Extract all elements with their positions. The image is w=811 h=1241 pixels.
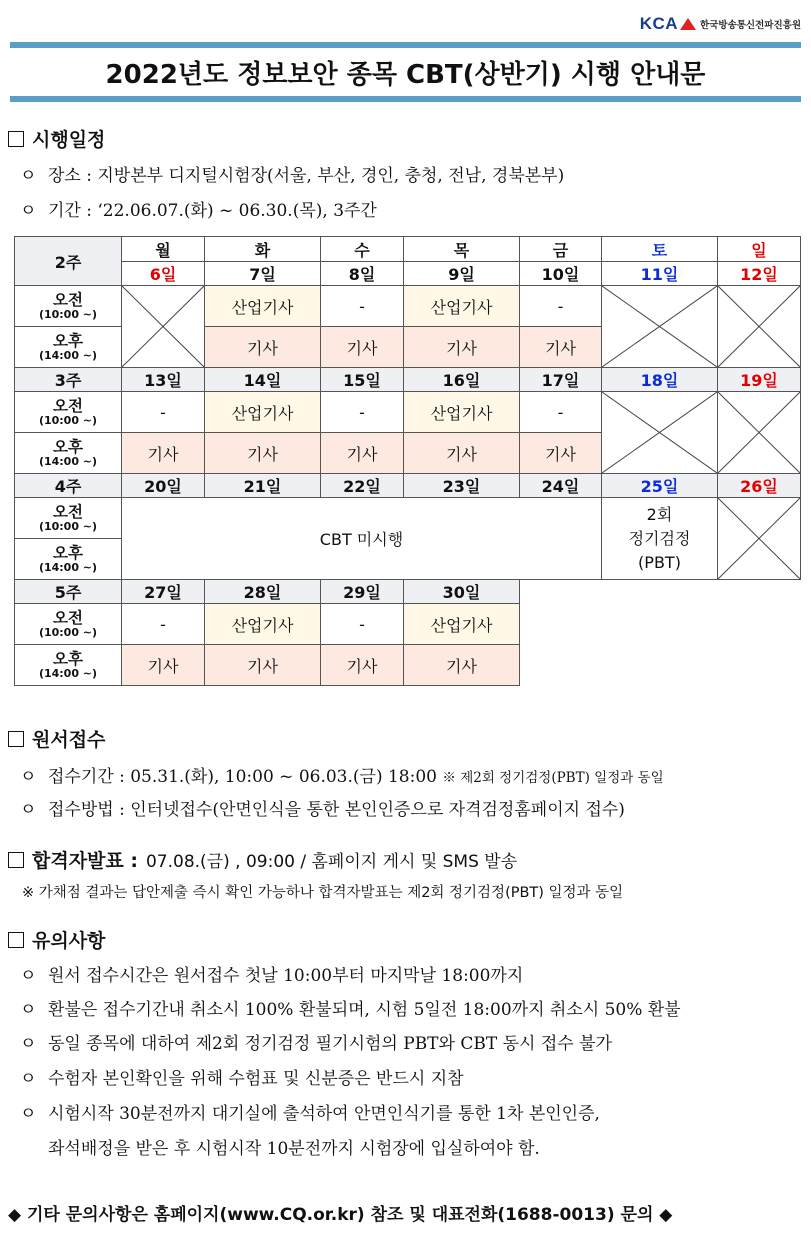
date-cell: 29일 bbox=[321, 580, 404, 604]
date-cell: 17일 bbox=[520, 368, 602, 392]
caution-item: ㅇ 수험자 본인확인을 위해 수험표 및 신분증은 반드시 지참 bbox=[20, 1069, 464, 1089]
date-cell: 15일 bbox=[321, 368, 404, 392]
checkbox-square-icon bbox=[8, 852, 24, 868]
caution-item: ㅇ 원서 접수시간은 원서접수 첫날 10:00부터 마지막날 18:00까지 bbox=[20, 966, 524, 986]
exam-cell: 기사 bbox=[321, 433, 404, 474]
schedule-table bbox=[14, 236, 801, 686]
period-note: ※ 제2회 정기검정(PBT) 일정과 동일 bbox=[442, 770, 664, 786]
date-cell: 22일 bbox=[321, 474, 404, 498]
kca-logo bbox=[640, 14, 801, 34]
exam-cell: - bbox=[122, 392, 205, 433]
no-exam-cross bbox=[602, 286, 718, 368]
date-cell: 18일 bbox=[602, 368, 718, 392]
day-header: 금 bbox=[520, 237, 602, 262]
checkbox-square-icon bbox=[8, 731, 24, 747]
date-cell: 12일 bbox=[718, 262, 801, 286]
week-label: 2주 bbox=[15, 237, 122, 286]
result-note: ※ 가채점 결과는 답안제출 즉시 확인 가능하나 합격자발표는 제2회 정기검정(PBT) 일정과 동일 bbox=[22, 885, 624, 901]
date-cell: 19일 bbox=[718, 368, 801, 392]
logo-triangle-icon bbox=[680, 18, 696, 30]
date-cell: 10일 bbox=[520, 262, 602, 286]
schedule-heading: 시행일정 bbox=[8, 125, 105, 152]
exam-cell: 산업기사 bbox=[205, 286, 321, 327]
exam-cell: 산업기사 bbox=[205, 392, 321, 433]
no-exam-cross bbox=[602, 392, 718, 474]
exam-cell: 기사 bbox=[520, 433, 602, 474]
date-cell: 20일 bbox=[122, 474, 205, 498]
exam-cell: - bbox=[122, 604, 205, 645]
exam-cell: 기사 bbox=[404, 327, 520, 368]
exam-cell: 기사 bbox=[404, 645, 520, 686]
exam-cell: 기사 bbox=[520, 327, 602, 368]
caution-item: ㅇ 환불은 접수기간내 취소시 100% 환불되며, 시험 5일전 18:00까지 취소시 50% 환불 bbox=[20, 1000, 681, 1020]
day-header: 월 bbox=[122, 237, 205, 262]
footer-contact: ◆ 기타 문의사항은 홈페이지(www.CQ.or.kr) 참조 및 대표전화(1688-0013) 문의 ◆ bbox=[8, 1205, 673, 1225]
empty-space bbox=[520, 580, 801, 604]
pbt-type: (PBT) bbox=[638, 552, 681, 572]
week-label: 5주 bbox=[15, 580, 122, 604]
date-cell: 8일 bbox=[321, 262, 404, 286]
org-name: 한국방송통신전파진흥원 bbox=[700, 20, 801, 31]
date-cell: 9일 bbox=[404, 262, 520, 286]
checkbox-square-icon bbox=[8, 131, 24, 147]
day-header: 목 bbox=[404, 237, 520, 262]
exam-cell: - bbox=[520, 392, 602, 433]
day-header: 화 bbox=[205, 237, 321, 262]
date-cell: 6일 bbox=[122, 262, 205, 286]
exam-cell: 기사 bbox=[205, 327, 321, 368]
date-cell: 24일 bbox=[520, 474, 602, 498]
pbt-name: 정기검정 bbox=[628, 528, 691, 548]
checkbox-square-icon bbox=[8, 932, 24, 948]
place-line: ㅇ 장소 : 지방본부 디지털시험장(서울, 부산, 경인, 충청, 전남, 경북본부) bbox=[20, 166, 565, 186]
empty-space bbox=[520, 645, 801, 686]
pm-slot-label: 오후 (14:00 ~) bbox=[15, 539, 122, 580]
application-heading: 원서접수 bbox=[8, 725, 105, 752]
day-header: 수 bbox=[321, 237, 404, 262]
application-method: ㅇ 접수방법 : 인터넷접수(안면인식을 통한 본인인증으로 자격검정홈페이지 접수) bbox=[20, 800, 625, 820]
week-label: 4주 bbox=[15, 474, 122, 498]
exam-cell: 기사 bbox=[205, 645, 321, 686]
page-title: 2022년도 정보보안 종목 CBT(상반기) 시행 안내문 bbox=[105, 59, 706, 90]
empty-space bbox=[520, 604, 801, 645]
date-cell: 28일 bbox=[205, 580, 321, 604]
exam-cell: - bbox=[321, 604, 404, 645]
date-cell: 13일 bbox=[122, 368, 205, 392]
date-cell: 23일 bbox=[404, 474, 520, 498]
day-header: 일 bbox=[718, 237, 801, 262]
no-exam-cross bbox=[122, 286, 205, 368]
caution-item: ㅇ 시험시작 30분전까지 대기실에 출석하여 안면인식기를 통한 1차 본인인증, bbox=[20, 1104, 600, 1124]
exam-cell: 기사 bbox=[122, 645, 205, 686]
no-cbt-cell: CBT 미시행 bbox=[122, 498, 602, 580]
period-line: ㅇ 기간 : ‘22.06.07.(화) ~ 06.30.(목), 3주간 bbox=[20, 201, 377, 221]
logo-mark: KCA bbox=[639, 14, 679, 33]
week-label: 3주 bbox=[15, 368, 122, 392]
date-cell: 26일 bbox=[718, 474, 801, 498]
no-exam-cross bbox=[718, 392, 801, 474]
exam-cell: 기사 bbox=[321, 645, 404, 686]
exam-cell: 산업기사 bbox=[404, 286, 520, 327]
am-slot-label: 오전 (10:00 ~) bbox=[15, 286, 122, 327]
exam-cell: 기사 bbox=[321, 327, 404, 368]
exam-cell: 기사 bbox=[205, 433, 321, 474]
exam-cell: - bbox=[520, 286, 602, 327]
date-cell: 25일 bbox=[602, 474, 718, 498]
date-cell: 27일 bbox=[122, 580, 205, 604]
date-cell: 21일 bbox=[205, 474, 321, 498]
am-slot-label: 오전 (10:00 ~) bbox=[15, 604, 122, 645]
pm-slot-label: 오후 (14:00 ~) bbox=[15, 433, 122, 474]
date-cell: 11일 bbox=[602, 262, 718, 286]
date-cell: 16일 bbox=[404, 368, 520, 392]
am-slot-label: 오전 (10:00 ~) bbox=[15, 498, 122, 539]
no-exam-cross bbox=[718, 286, 801, 368]
date-cell: 30일 bbox=[404, 580, 520, 604]
exam-cell: 기사 bbox=[404, 433, 520, 474]
caution-heading: 유의사항 bbox=[8, 926, 105, 953]
result-heading: 합격자발표 : 07.08.(금) , 09:00 / 홈페이지 게시 및 SMS 발송 bbox=[8, 846, 517, 873]
exam-cell: - bbox=[321, 286, 404, 327]
exam-cell: 기사 bbox=[122, 433, 205, 474]
exam-cell: 산업기사 bbox=[404, 392, 520, 433]
date-cell: 7일 bbox=[205, 262, 321, 286]
day-header: 토 bbox=[602, 237, 718, 262]
pm-slot-label: 오후 (14:00 ~) bbox=[15, 327, 122, 368]
pbt-cell bbox=[602, 498, 718, 580]
application-period: ㅇ 접수기간 : 05.31.(화), 10:00 ~ 06.03.(금) 18:00 ※ 제2회 정기검정(PBT) 일정과 동일 bbox=[20, 767, 664, 787]
exam-cell: - bbox=[321, 392, 404, 433]
pbt-round: 2회 bbox=[646, 504, 673, 524]
result-text: 07.08.(금) , 09:00 / 홈페이지 게시 및 SMS 발송 bbox=[145, 852, 518, 872]
date-cell: 14일 bbox=[205, 368, 321, 392]
no-exam-cross bbox=[718, 498, 801, 580]
pm-slot-label: 오후 (14:00 ~) bbox=[15, 645, 122, 686]
exam-cell: 산업기사 bbox=[404, 604, 520, 645]
title-bar bbox=[10, 42, 801, 102]
exam-cell: 산업기사 bbox=[205, 604, 321, 645]
caution-item-continued: 좌석배정을 받은 후 시험시작 10분전까지 시험장에 입실하여야 함. bbox=[48, 1139, 540, 1159]
am-slot-label: 오전 (10:00 ~) bbox=[15, 392, 122, 433]
caution-item: ㅇ 동일 종목에 대하여 제2회 정기검정 필기시험의 PBT와 CBT 동시 접수 불가 bbox=[20, 1034, 612, 1054]
